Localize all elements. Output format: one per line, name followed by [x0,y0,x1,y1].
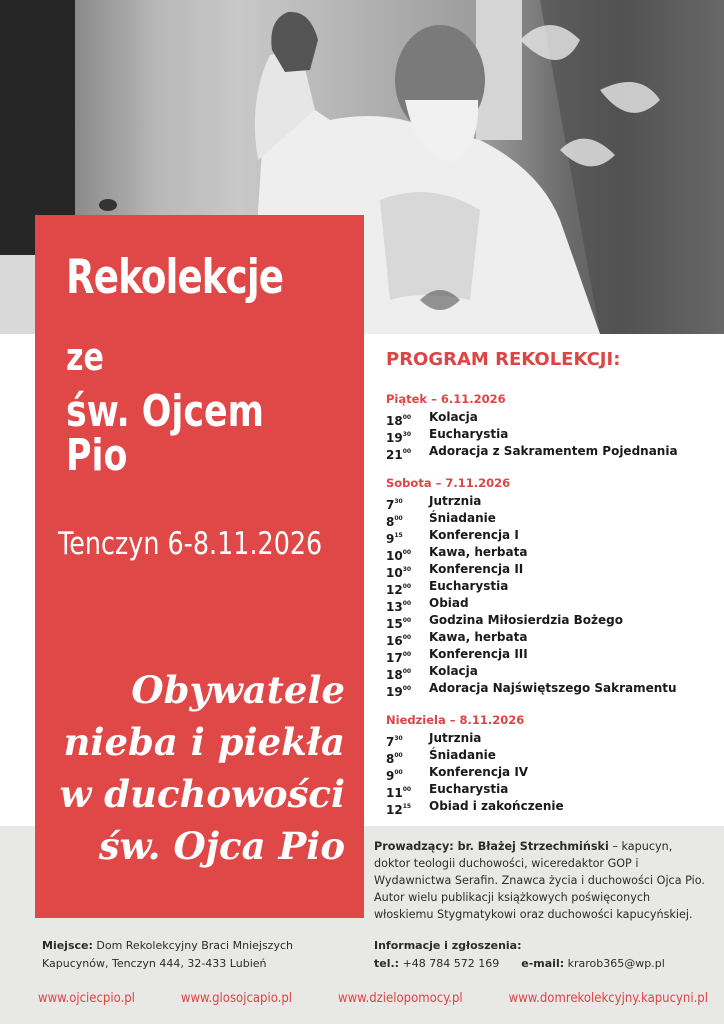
schedule-time: $12^{15}$ [386,803,412,817]
schedule-event: Kawa, herbata [429,630,528,644]
schedule-event: Kolacja [429,410,478,424]
schedule-time: $8^{00}$ [386,515,403,529]
schedule-event: Kawa, herbata [429,545,528,559]
schedule-row [386,527,706,544]
schedule-row [386,443,706,460]
schedule-time: $8^{00}$ [386,752,403,766]
schedule-time: $12^{00}$ [386,583,412,597]
schedule-event: Konferencja III [429,647,528,661]
schedule-time: $10^{30}$ [386,566,412,580]
schedule-event: Śniadanie [429,748,496,762]
schedule-event: Obiad i zakończenie [429,799,564,813]
schedule-time: $19^{00}$ [386,685,412,699]
schedule-time: $16^{00}$ [386,634,412,648]
main-title-line2: ze [66,335,104,379]
main-title: Rekolekcje [66,250,284,305]
schedule-event: Kolacja [429,664,478,678]
schedule-time: $7^{30}$ [386,498,403,512]
schedule-event: Eucharystia [429,427,509,441]
program-heading: PROGRAM REKOLEKCJI: [386,349,621,370]
venue-line1: Dom Rekolekcyjny Braci Mniejszych [92,939,293,952]
schedule-row [386,764,706,781]
theme-line: św. Ojca Pio [98,824,345,868]
schedule-row [386,493,706,510]
link-dzielopomocy[interactable]: www.dzielopomocy.pl [338,991,463,1006]
schedule-row [386,578,706,595]
schedule-row [386,409,706,426]
schedule-event: Obiad [429,596,469,610]
theme-line: Obywatele [131,668,345,712]
email-address[interactable]: krarob365@wp.pl [564,957,665,970]
schedule-event: Śniadanie [429,511,496,525]
schedule-row [386,663,706,680]
schedule-event: Godzina Miłosierdzia Bożego [429,613,623,627]
schedule-row [386,646,706,663]
schedule-row [386,747,706,764]
schedule-event: Jutrznia [429,494,482,508]
theme-line: w duchowości [59,772,345,816]
day-heading: Niedziela – 8.11.2026 [386,713,525,727]
venue-info [42,937,293,973]
schedule-row [386,629,706,646]
schedule-time: $11^{00}$ [386,786,412,800]
leader-description: – kapucyn, doktor teologii duchowości, wiceredaktor GOP i Wydawnictwa Serafin. Znawca życia i duchowości Ojca Pio. Autor wielu publikacji książkowych poświęconych włoskiemu Stygmatykowi oraz duchowości kapucyńskiej. [374,840,705,921]
schedule-time: $21^{00}$ [386,448,412,462]
schedule-row [386,680,706,697]
schedule-event: Adoracja Najświętszego Sakramentu [429,681,677,695]
link-glosojcapio[interactable]: www.glosojcapio.pl [180,991,293,1006]
day-heading: Piątek – 6.11.2026 [386,392,506,406]
schedule-time: $18^{00}$ [386,414,412,428]
leader-info [374,838,710,923]
schedule-row [386,510,706,527]
schedule-time: $18^{00}$ [386,668,412,682]
main-title-line3: św. Ojcem Pio [66,386,264,481]
schedule-time: $10^{00}$ [386,549,412,563]
schedule-time: $19^{30}$ [386,431,412,445]
schedule-event: Adoracja z Sakramentem Pojednania [429,444,678,458]
link-domrekolekcyjny[interactable]: www.domrekolekcyjny.kapucyni.pl [508,991,708,1006]
contact-label: Informacje i zgłoszenia: [374,939,522,952]
schedule-event: Konferencja I [429,528,519,542]
schedule-time: $15^{00}$ [386,617,412,631]
schedule-time: $17^{00}$ [386,651,412,665]
schedule-event: Konferencja IV [429,765,529,779]
schedule-time: $13^{00}$ [386,600,412,614]
schedule-time: $9^{15}$ [386,532,403,546]
contact-info [374,937,665,973]
theme-line: nieba i piekła [63,720,345,764]
schedule-row [386,426,706,443]
phone-label: tel.: [374,957,400,970]
schedule-row [386,798,706,815]
schedule-time: $7^{30}$ [386,735,403,749]
schedule-row [386,612,706,629]
schedule-row [386,561,706,578]
schedule-day-friday [386,392,706,460]
day-heading: Sobota – 7.11.2026 [386,476,511,490]
schedule-row [386,544,706,561]
schedule-day-sunday [386,713,706,815]
schedule-row [386,730,706,747]
leader-label: Prowadzący: br. Błażej Strzechmiński [374,840,609,853]
email-label: e-mail: [521,957,565,970]
retreat-theme [45,664,345,872]
phone-number[interactable]: +48 784 572 169 [399,957,500,970]
link-ojciecpio[interactable]: www.ojciecpio.pl [38,991,135,1006]
schedule-event: Eucharystia [429,782,509,796]
venue-label: Miejsce: [42,939,93,952]
schedule-event: Jutrznia [429,731,482,745]
schedule-row [386,595,706,612]
schedule-row [386,781,706,798]
schedule-day-saturday [386,476,706,697]
schedule-time: $9^{00}$ [386,769,403,783]
schedule-event: Eucharystia [429,579,509,593]
venue-line2: Kapucynów, Tenczyn 444, 32-433 Lubień [42,957,267,970]
schedule-event: Konferencja II [429,562,524,576]
place-date: Tenczyn 6-8.11.2026 [58,526,323,562]
website-links [38,991,708,1006]
